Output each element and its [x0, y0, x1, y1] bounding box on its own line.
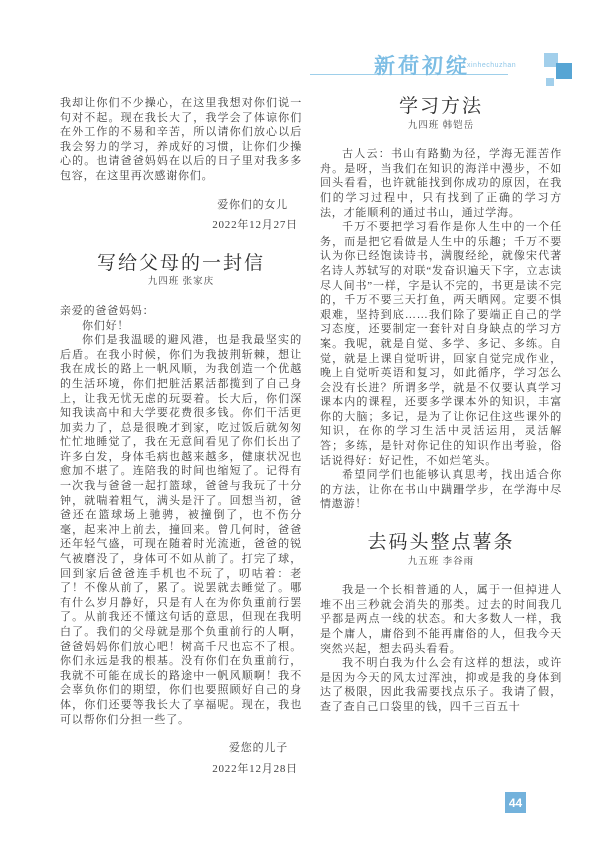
left-column [60, 96, 302, 776]
letter2-signature-name: 爱您的儿子 [229, 742, 288, 755]
article1-paragraph-2: 千万不要把学习看作是你人生中的一个任务，而是把它看做是人生中的乐趣；千万不要认为你已经饱读诗书，满腹经纶，就像宋代著名诗人苏轼写的对联“发奋识遍天下字，立志读尽人间书”一样，字是认不完的，书更是读不完的，千万不要三天打鱼，两天晒网。定要不惧艰难，坚持到底……我们除了要端正自己的学习态度，还要制定一套针对自身缺点的学习方案。我呢，就是自觉、多学、多记、多练。自觉，就是上课自觉听讲，回家自觉完成作业，晚上自觉听英语和复习，如此循序，学习怎么会没有长进？所谓多学，就是不仅要认真学习课本内的课程，还要多学课本外的知识，丰富你的大脑；多记，是为了让你记住这些课外的知识，在你的学习生活中灵活运用，灵活解答；多练，是针对你记住的知识作出考验，俗话说得好：好记性，不如烂笔头。 [320, 221, 562, 467]
magazine-brand-title: 新荷初绽 [374, 54, 470, 78]
letter2-author: 九四班 张家庆 [147, 277, 215, 288]
letter2-signature-date: 2022年12月28日 [212, 762, 298, 775]
letter2-title: 写给父母的一封信 [96, 252, 265, 274]
logo-square-dark-middle [556, 63, 572, 79]
content-columns [60, 96, 562, 776]
article1-author: 九四班 韩铠岳 [407, 120, 475, 131]
letter1-continuation-paragraph: 我却让你们不少操心，在这里我想对你们说一句对不起。现在我长大了，我学会了体谅你们在外工作的不易和辛苦，所以请你们放心以后我会努力的学习，养成好的习惯，让你们少操心的。也请爸爸妈妈在以后的日子里对我多多包容，在这里再次感谢你们。 [60, 97, 302, 182]
letter1-signature-name: 爱你们的女儿 [217, 198, 288, 211]
magazine-brand-pinyin: xinhechuzhan [467, 62, 517, 69]
page-header [0, 0, 600, 95]
right-column [320, 96, 562, 776]
letter2-body-paragraph: 你们是我温暖的避风港，也是我最坚实的后盾。在我小时候，你们为我披荆斩棘，想让我在成长的路上一帆风顺，为我创造一个优越的生活环境，你们把脏活累活都揽到了自己身上，让我无忧无虑的玩耍着。长大后，你们深知我读高中和大学要花费很多钱。你们干活更加卖力了，总是很晚才到家，吃过饭后就匆匆忙忙地睡觉了，我在无意间看见了你们长出了许多白发，身体毛病也越来越多，健康状况也愈加不堪了。连陪我的时间也缩短了。记得有一次我与爸爸一起打篮球，爸爸与我玩了十分钟，就喘着粗气，满头是汗了。回想当初，爸爸还在篮球场上驰骋，被撞倒了，也不伤分毫，起来冲上前去，撞回来。曾几何时，爸爸还年轻气盛，可现在随着时光流逝，爸爸的锐气被磨没了，身体可不如从前了。打完了球，回到家后爸爸连手机也不玩了，叨咕着：老了！不像从前了，累了。说罢就去睡觉了。哪有什么岁月静好，只是有人在为你负重前行罢了。从前我还不懂这句话的意思，但现在我明白了。我们的父母就是那个负重前行的人啊，爸爸妈妈你们放心吧！树高千尺也忘不了根。你们永远是我的根基。没有你们在负重前行，我就不可能在成长的路途中一帆风顺啊！我不会辜负你们的期望，你们也要照顾好自己的身体，你们还要等我长大了享福呢。现在，我也可以帮你们分担一些了。 [60, 334, 302, 726]
article1-paragraph-1: 古人云：书山有路勤为径，学海无涯苦作舟。是呀，当我们在知识的海洋中漫步，不如回头看看，也许就能找到你成功的原因，在我们的学习过程中，只有找到了正确的学习方法，才能顺利的通过书山，通过学海。 [320, 148, 562, 219]
article1-paragraph-3: 希望同学们也能够认真思考，找出适合你的方法，让你在书山中蹒跚学步，在学海中尽情遨游！ [320, 469, 562, 511]
letter2-salutation: 亲爱的爸爸妈妈： [60, 304, 155, 317]
page-number-badge: 44 [505, 792, 526, 813]
pixel-squares-logo-icon [540, 48, 576, 88]
article2-paragraph-2: 我不明白我为什么会有这样的想法，或许是因为今天的风太过浑浊，抑或是我的身体到达了极限，因此我需要找点乐子。我请了假，查了查自己口袋里的钱，四千三百五十 [320, 657, 562, 713]
article1-title: 学习方法 [398, 96, 483, 117]
article2-author: 九五班 李谷雨 [407, 556, 475, 567]
letter1-signature-date: 2022年12月27日 [212, 219, 298, 232]
article2-title: 去码头整点薯条 [367, 532, 515, 554]
article2-paragraph-1: 我是一个长相普通的人，属于一但掉进人堆不出三秒就会消失的那类。过去的时间我几乎都是两点一线的状态。和大多数人一样，我是个庸人，庸俗到不能再庸俗的人，但我今天突然兴起，想去码头看看。 [320, 584, 562, 655]
letter2-greeting: 你们好！ [82, 319, 130, 332]
logo-square-light-bottom [546, 78, 554, 86]
